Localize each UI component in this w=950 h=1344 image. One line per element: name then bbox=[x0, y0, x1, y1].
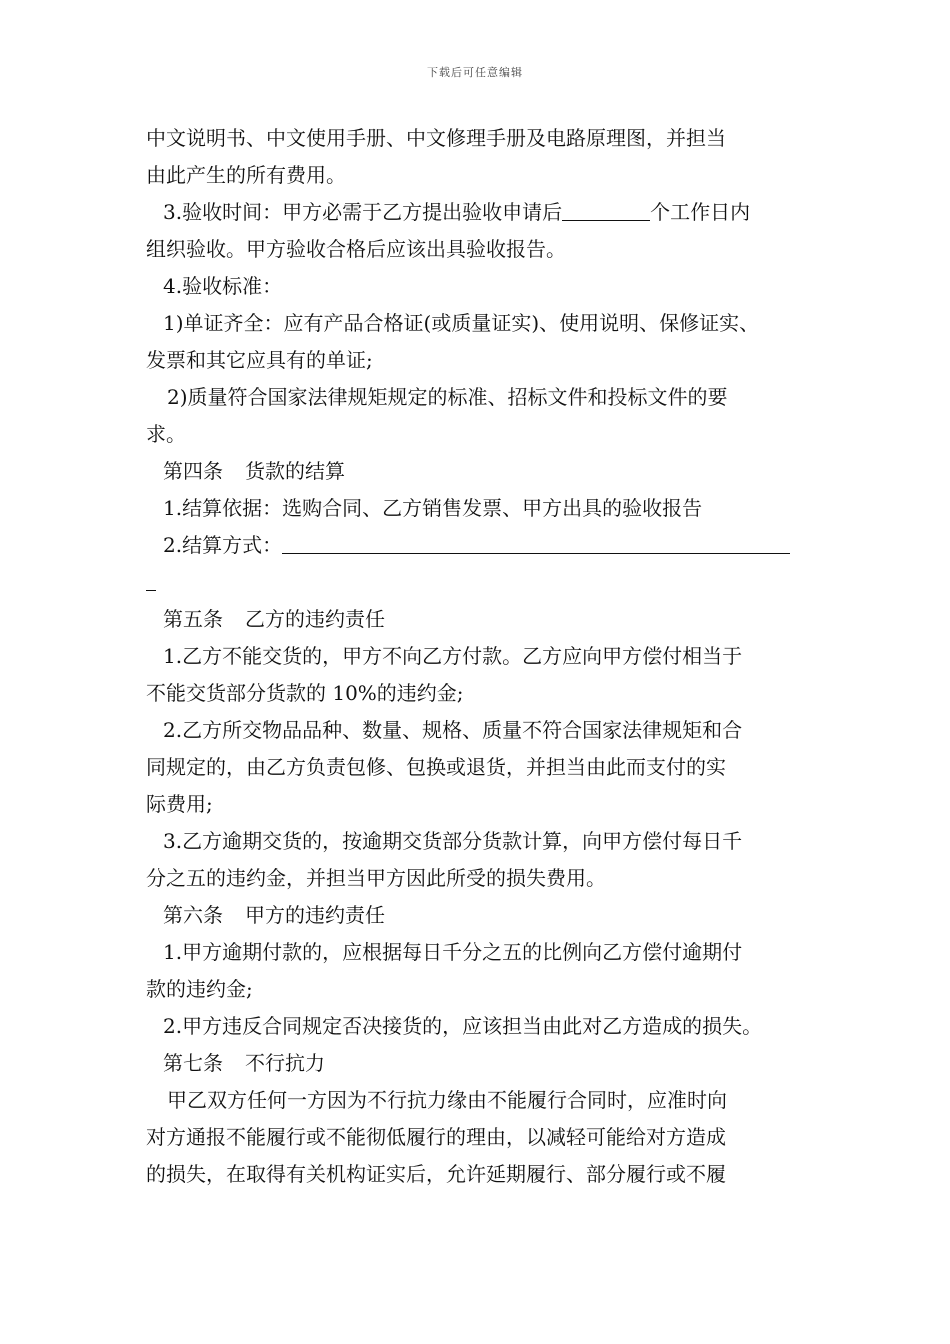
document-body bbox=[146, 120, 808, 1193]
clause-item: 2)质量符合国家法律规矩规定的标准、招标文件和投标文件的要 bbox=[167, 385, 728, 409]
paragraph-line: 分之五的违约金，并担当甲方因此所受的损失费用。 bbox=[146, 866, 606, 890]
acceptance-time-unit: 个工作日内 bbox=[650, 200, 751, 224]
paragraph-line: 组织验收。甲方验收合格后应该出具验收报告。 bbox=[146, 237, 566, 261]
paragraph-line: 中文说明书、中文使用手册、中文修理手册及电路原理图，并担当 bbox=[146, 126, 726, 150]
article-number: 第七条 bbox=[163, 1051, 223, 1075]
clause-item: 2.甲方违反合同规定否决接货的，应该担当由此对乙方造成的损失。 bbox=[163, 1014, 763, 1038]
paragraph-line: 款的违约金; bbox=[146, 977, 253, 1001]
settlement-method-label: 2.结算方式： bbox=[163, 533, 283, 557]
clause-item: 甲乙双方任何一方因为不行抗力缘由不能履行合同时，应准时向 bbox=[167, 1088, 727, 1112]
fill-in-blank-tail[interactable] bbox=[146, 568, 156, 591]
clause-item: 1.结算依据：选购合同、乙方销售发票、甲方出具的验收报告 bbox=[163, 496, 703, 520]
clause-item: 1.甲方逾期付款的，应根据每日千分之五的比例向乙方偿付逾期付 bbox=[163, 940, 743, 964]
acceptance-time-text: 3.验收时间：甲方必需于乙方提出验收申请后 bbox=[163, 200, 563, 224]
clause-item: 4.验收标准： bbox=[163, 274, 283, 298]
paragraph-line: 的损失，在取得有关机构证实后，允许延期履行、部分履行或不履 bbox=[146, 1162, 726, 1186]
fill-in-blank-settlement[interactable] bbox=[282, 531, 790, 554]
clause-item: 3.乙方逾期交货的，按逾期交货部分货款计算，向甲方偿付每日千 bbox=[163, 829, 743, 853]
article-number: 第四条 bbox=[163, 459, 223, 483]
article-heading-4 bbox=[146, 453, 808, 490]
article-title: 货款的结算 bbox=[245, 459, 345, 483]
paragraph-line: 同规定的，由乙方负责包修、包换或退货，并担当由此而支付的实 bbox=[146, 755, 726, 779]
article-heading-6 bbox=[146, 897, 808, 934]
paragraph-line: 发票和其它应具有的单证; bbox=[146, 348, 373, 372]
article-number: 第六条 bbox=[163, 903, 223, 927]
article-title: 甲方的违约责任 bbox=[245, 903, 385, 927]
article-heading-7 bbox=[146, 1045, 808, 1082]
paragraph-line: 对方通报不能履行或不能彻低履行的理由，以减轻可能给对方造成 bbox=[146, 1125, 726, 1149]
paragraph-line: 际费用; bbox=[146, 792, 213, 816]
settlement-method-line bbox=[146, 527, 808, 564]
article-title: 乙方的违约责任 bbox=[245, 607, 385, 631]
article-number: 第五条 bbox=[163, 607, 223, 631]
settlement-method-continuation bbox=[146, 564, 808, 601]
clause-item: 1)单证齐全：应有产品合格证(或质量证实)、使用说明、保修证实、 bbox=[163, 311, 760, 335]
article-heading-5 bbox=[146, 601, 808, 638]
fill-in-blank-days[interactable] bbox=[562, 198, 650, 221]
paragraph-line: 由此产生的所有费用。 bbox=[146, 163, 346, 187]
acceptance-time-line bbox=[146, 194, 808, 231]
clause-item: 1.乙方不能交货的，甲方不向乙方付款。乙方应向甲方偿付相当于 bbox=[163, 644, 743, 668]
clause-item: 2.乙方所交物品品种、数量、规格、质量不符合国家法律规矩和合 bbox=[163, 718, 743, 742]
article-title: 不行抗力 bbox=[245, 1051, 325, 1075]
page-header-note: 下载后可任意编辑 bbox=[427, 66, 523, 79]
paragraph-line: 不能交货部分货款的 10%的违约金; bbox=[146, 681, 464, 705]
paragraph-line: 求。 bbox=[146, 422, 186, 446]
